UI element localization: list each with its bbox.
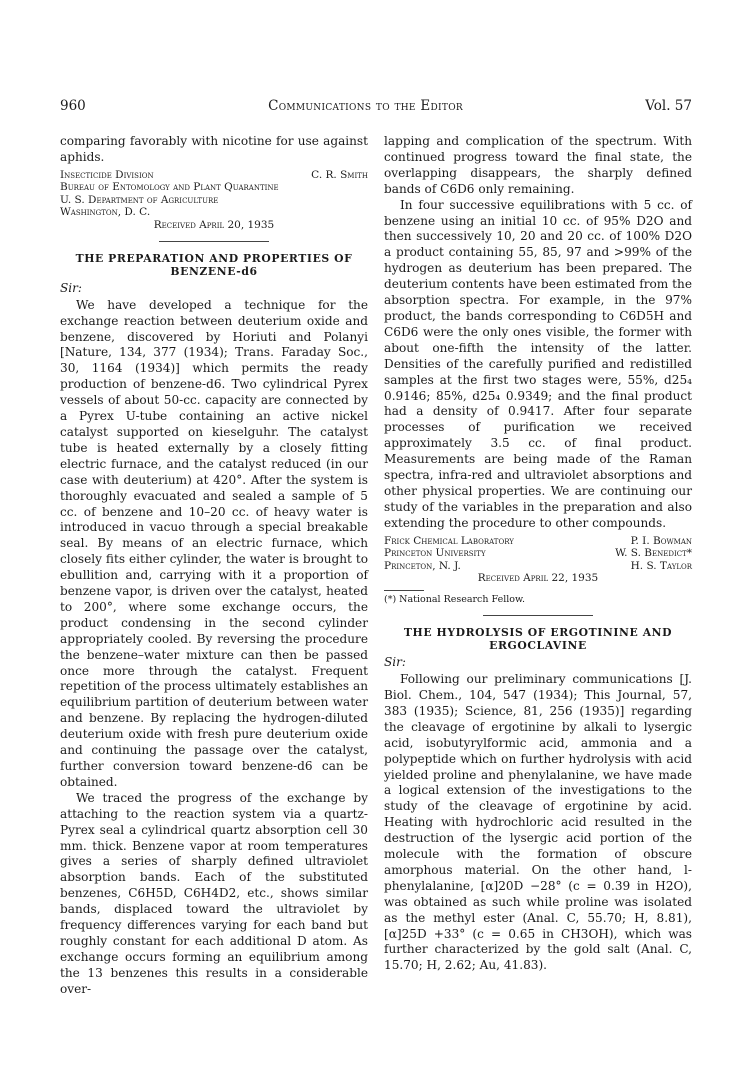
affiliation-line: Princeton University [384, 547, 486, 560]
affiliation-line: Princeton, N. J. [384, 559, 461, 572]
affiliation-line: Insecticide Division [60, 168, 154, 181]
paragraph-continuation: comparing favorably with nicotine for use against aphids. [60, 134, 368, 164]
section-title: THE PREPARATION AND PROPERTIES OF BENZENE-d6 [75, 251, 353, 278]
affiliation-line: Frick Chemical Laboratory [384, 534, 514, 547]
salutation: Sir: [384, 655, 407, 670]
body-paragraph: We traced the progress of the exchange by attaching to the reaction system via a quartz-Pyrex seal a cylindrical quartz absorption cell 30 mm. thick. Benzene vapor at room temperatures gives a series of sharply defined ultraviolet absorption bands. Each of the substituted benzenes, C6H5D, C6H4D2, etc., shows similar bands, displaced toward the ultraviolet by frequency differences varying for each band but roughly constant for each additional D atom. As exchange occurs forming an equilibrium among the 13 benzenes this results in a considerable over- [60, 790, 368, 996]
author-name: P. I. Bowman [630, 534, 692, 547]
paragraph-continuation: lapping and complication of the spectrum. With continued progress toward the final state, the overlapping disappears, the sharply defined bands of C6D6 only remaining. [384, 134, 692, 196]
journal-page [60, 98, 692, 996]
page-number: 960 [60, 98, 86, 114]
author-name: C. R. Smith [311, 168, 368, 181]
section-divider [483, 615, 593, 616]
body-paragraph: Following our preliminary communications [J. Biol. Chem., 104, 547 (1934); This Journal, 57, 383 (1935); Science, 81, 256 (1935)] regarding the cleavage of ergotinine by alkali to lysergic acid, isobutyrylformic acid, ammonia and a polypeptide which on further hydrolysis with acid yielded proline and phenylalanine, we have made a logical extension of the investigations to the study of the cleavage of ergotinine by acid. Heating with hydrochloric acid resulted in the destruction of the lysergic acid portion of the molecule with the formation of obscure amorphous material. On the other hand, l-phenylalanine, [α]20D −28° (c = 0.39 in H2O), was obtained as such while proline was isolated as the methyl ester (Anal. C, 55.70; H, 8.81), [α]25D +33° (c = 0.65 in CH3OH), which was further characterized by the gold salt (Anal. C, 15.70; H, 2.62; Au, 41.83). [384, 672, 692, 973]
two-column-body [60, 134, 692, 998]
section-title: THE HYDROLYSIS OF ERGOTININE AND ERGOCLAVINE [403, 626, 673, 653]
journal-section-title: Communications to the Editor [268, 98, 463, 114]
footnote-rule [384, 590, 424, 591]
left-column [60, 134, 368, 998]
body-paragraph: In four successive equilibrations with 5 cc. of benzene using an initial 10 cc. of 95% D2O and then successively 10, 20 and 20 cc. of 100% D2O a product containing 55, 85, 97 and >99% of the hydrogen as deuterium has been prepared. The deuterium contents have been estimated from the absorption spectra. For example, in the 97% product, the bands corresponding to C6D5H and C6D6 were the only ones visible, the former with about one-fifth the intensity of the latter. Densities of the carefully purified and redistilled samples at the first two stages were, 55%, d25₄ 0.9146; 85%, d25₄ 0.9349; and the final product had a density of 0.9417. After four separate processes of purification we received approximately 3.5 cc. of final product. Measurements are being made of the Raman spectra, infra-red and ultraviolet absorptions and other physical properties. We are continuing our study of the variables in the preparation and also extending the procedure to other compounds. [384, 197, 692, 530]
affiliation-line: U. S. Department of Agriculture [60, 193, 219, 206]
footnote: (*) National Research Fellow. [384, 594, 526, 606]
affiliation-line: Bureau of Entomology and Plant Quarantine [60, 181, 279, 194]
right-column [384, 134, 692, 998]
section-divider [159, 241, 269, 242]
received-date: Received April 22, 1935 [477, 572, 599, 585]
volume-label: Vol. 57 [645, 98, 692, 114]
received-date: Received April 20, 1935 [153, 218, 275, 231]
salutation: Sir: [60, 280, 83, 295]
body-paragraph: We have developed a technique for the exchange reaction between deuterium oxide and benzene, discovered by Horiuti and Polanyi [Nature, 134, 377 (1934); Trans. Faraday Soc., 30, 1164 (1934)] which permits the ready production of benzene-d6. Two cylindrical Pyrex vessels of about 50-cc. capacity are connected by a Pyrex U-tube containing an active nickel catalyst supported on kieselguhr. The catalyst tube is heated externally by a closely fitting electric furnace, and the catalyst reduced (in our case with deuterium) at 420°. After the system is thoroughly evacuated and sealed a sample of 5 cc. of benzene and 10–20 cc. of heavy water is introduced in vacuo through a special breakable seal. By means of an electric furnace, which closely fits either cylinder, the water is brought to ebullition and, carrying with it a proportion of benzene vapor, is driven over the catalyst, heated to 200°, where some exchange occurs, the product condensing in the second cylinder appropriately cooled. By reversing the procedure the benzene–water mixture can then be passed once more through the catalyst. Frequent repetition of the process ultimately establishes an equilibrium partition of deuterium between water and benzene. By replacing the hydrogen-diluted deuterium oxide with fresh pure deuterium oxide and continuing the passage over the catalyst, further conversion toward benzene-d6 can be obtained. [60, 297, 368, 789]
affiliation-block [60, 169, 368, 219]
affiliation-line: Washington, D. C. [60, 206, 151, 219]
author-name: H. S. Taylor [630, 559, 692, 572]
author-name: W. S. Benedict* [615, 547, 692, 560]
affiliation-block [384, 535, 692, 573]
running-header [60, 98, 692, 120]
